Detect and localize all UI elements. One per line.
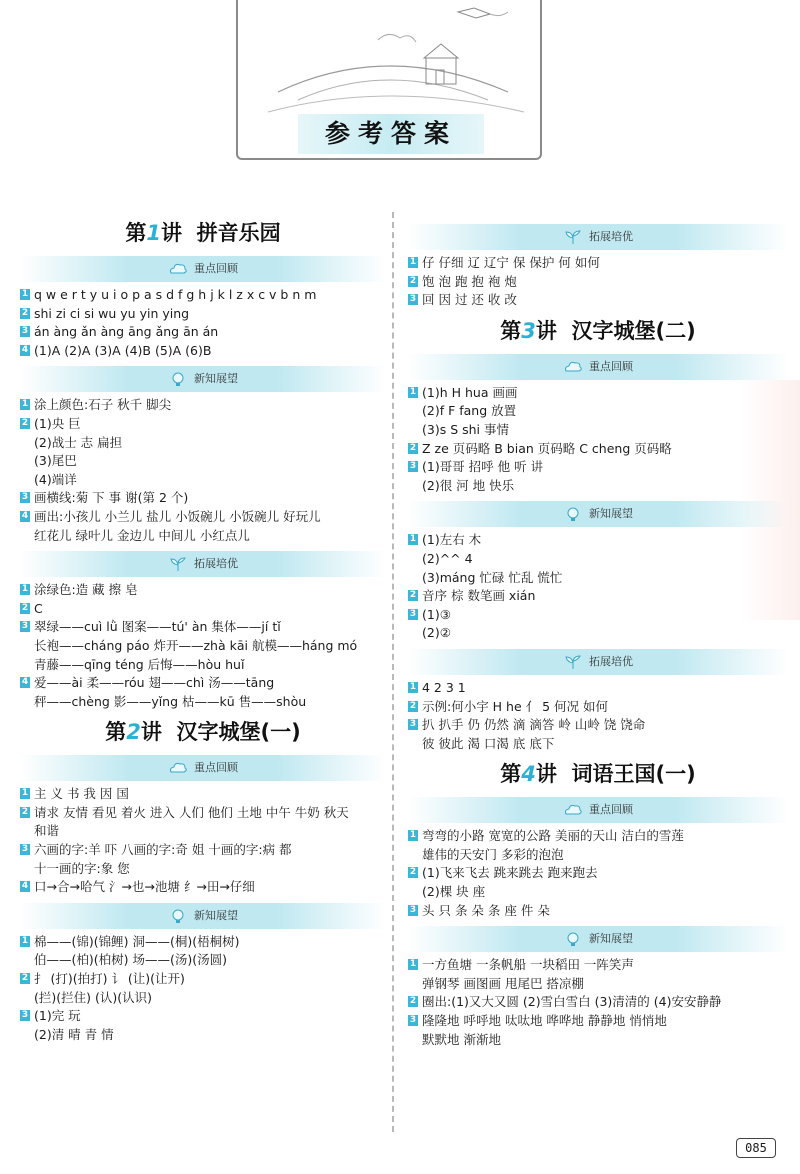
answer-text: q w e r t y u i o p a s d f g h j k l z x c v b n m <box>34 287 317 302</box>
plant-icon <box>563 229 583 245</box>
section-header-extend <box>408 649 788 675</box>
question-number-badge: 4 <box>21 881 29 892</box>
lesson-1-title <box>20 216 386 250</box>
answer-item-continued <box>408 975 788 994</box>
question-number-badge: 2 <box>409 996 417 1007</box>
cloud-icon <box>168 760 188 776</box>
answer-item <box>408 698 788 717</box>
l2-ext-list <box>408 254 788 310</box>
lesson-prefix: 第 <box>125 221 147 245</box>
l1-new-list <box>20 396 386 545</box>
answer-text: 雄伟的天安门 多彩的泡泡 <box>422 846 564 862</box>
right-column <box>408 218 788 1049</box>
answer-text: (2)清 晴 青 情 <box>34 1026 114 1042</box>
answer-item <box>408 606 788 625</box>
lesson-number: 3 <box>521 318 536 343</box>
question-number-badge: 3 <box>21 621 29 632</box>
lesson-3-title <box>408 314 788 348</box>
section-header-new <box>408 926 788 952</box>
answer-text: 饱 泡 跑 抱 袍 炮 <box>422 273 517 289</box>
question-number-badge: 1 <box>21 584 29 595</box>
answer-item <box>20 970 386 989</box>
lesson-4-title <box>408 757 788 791</box>
answer-item-continued <box>20 951 386 970</box>
answer-text: (3)尾巴 <box>34 453 77 469</box>
answer-item-continued <box>408 402 788 421</box>
section-header-new <box>20 903 386 929</box>
answer-text: 秤——chèng 影——yǐng 枯——kū 售——shòu <box>34 693 307 709</box>
answer-text: (1)完 玩 <box>34 1008 81 1024</box>
section-header-review <box>408 797 788 823</box>
answer-text: 翠绿——cuì lǜ 图案——tú' àn 集体——jí tǐ <box>34 619 281 635</box>
l2-new-list <box>20 933 386 1045</box>
answer-text: 长袍——cháng páo 炸开——zhà kāi 航模——háng mó <box>34 637 358 653</box>
answer-item <box>408 716 788 735</box>
answer-text: (1)h H hua 画画 <box>422 384 518 400</box>
question-number-badge: 3 <box>409 608 417 619</box>
answer-item-continued <box>20 471 386 490</box>
question-number-badge: 1 <box>21 935 29 946</box>
answer-item <box>408 440 788 459</box>
answer-item-continued <box>408 846 788 865</box>
answer-item <box>408 1012 788 1031</box>
answer-item-continued <box>408 550 788 569</box>
answer-item <box>408 993 788 1012</box>
answer-item <box>408 273 788 292</box>
answer-text: 和谐 <box>34 823 60 839</box>
answer-text: (1)央 巨 <box>34 415 81 431</box>
answer-item <box>20 415 386 434</box>
question-number-badge: 1 <box>409 830 417 841</box>
l1-review-list <box>20 286 386 360</box>
question-number-badge: 3 <box>409 461 417 472</box>
cloud-icon <box>563 802 583 818</box>
answer-text: (1)飞来飞去 跳来跳去 跑来跑去 <box>422 865 598 881</box>
section-header-new <box>408 501 788 527</box>
lesson-prefix: 第 <box>105 720 127 745</box>
question-number-badge: 1 <box>409 257 417 267</box>
l3-review-list <box>408 384 788 496</box>
answer-item-continued <box>20 656 386 675</box>
column-divider <box>392 212 394 1132</box>
answer-text: 爱——ài 柔——róu 翅——chì 汤——tāng <box>34 675 275 691</box>
cloud-icon <box>563 359 583 375</box>
lesson-suffix: 讲 <box>140 720 162 745</box>
question-number-badge: 2 <box>21 602 29 613</box>
answer-text: (1)A (2)A (3)A (4)B (5)A (6)B <box>34 342 212 358</box>
answer-text: 弯弯的小路 宽宽的公路 美丽的天山 洁白的雪莲 <box>422 828 684 844</box>
answer-item <box>408 864 788 883</box>
answer-text: (1)左右 木 <box>422 532 482 548</box>
answer-item-continued <box>20 989 386 1008</box>
section-label: 重点回顾 <box>589 359 633 373</box>
answer-item <box>408 902 788 921</box>
question-number-badge: 1 <box>409 386 417 397</box>
lesson-suffix: 讲 <box>535 762 557 787</box>
cloud-icon <box>168 261 188 277</box>
answer-text: 涂上颜色:石子 秋千 脚尖 <box>34 397 172 413</box>
lesson-prefix: 第 <box>500 318 522 343</box>
answer-text: 4 2 3 1 <box>422 679 466 695</box>
answer-text: (1)③ <box>422 606 451 622</box>
answer-item-continued <box>20 527 386 546</box>
answer-text: 一方鱼塘 一条帆船 一块稻田 一阵笑声 <box>422 957 634 973</box>
section-label: 新知展望 <box>589 507 633 521</box>
answer-item-continued <box>408 421 788 440</box>
answer-text: 回 因 过 还 收 改 <box>422 292 517 308</box>
answer-text: 红花儿 绿叶儿 金边儿 中间儿 小红点儿 <box>34 527 250 543</box>
answer-text: 示例:何小宇 H he 亻 5 何况 如何 <box>422 698 609 714</box>
answer-item-continued <box>408 883 788 902</box>
answer-item-continued <box>20 452 386 471</box>
answer-text: 隆隆地 呼呼地 呔呔地 哗哗地 静静地 悄悄地 <box>422 1013 667 1029</box>
answer-text: (4)端详 <box>34 471 77 487</box>
plant-icon <box>168 556 188 572</box>
answer-item-continued <box>408 735 788 754</box>
question-number-badge: 2 <box>21 417 29 428</box>
header-illustration-box <box>236 0 542 160</box>
answer-item <box>20 489 386 508</box>
lesson-name: 汉字城堡(二) <box>571 318 696 343</box>
answer-item-continued <box>20 1026 386 1045</box>
answer-item <box>408 956 788 975</box>
answer-text: (1)哥哥 招呼 他 听 讲 <box>422 459 544 475</box>
question-number-badge: 3 <box>21 844 29 855</box>
answer-item <box>20 600 386 619</box>
answer-text: 头 只 条 朵 条 座 件 朵 <box>422 902 550 918</box>
answer-item-continued <box>408 624 788 643</box>
answer-text: 扒 扒手 仍 仍然 滴 滴答 岭 山岭 饶 饶命 <box>422 717 646 733</box>
question-number-badge: 2 <box>409 700 417 711</box>
question-number-badge: 3 <box>409 1015 417 1026</box>
answer-text: (2)f F fang 放置 <box>422 403 517 419</box>
question-number-badge: 4 <box>21 510 29 521</box>
answer-text: 主 义 书 我 因 国 <box>34 786 129 802</box>
answer-item <box>20 581 386 600</box>
section-label: 拓展培优 <box>194 557 238 571</box>
question-number-badge: 1 <box>409 959 417 970</box>
question-number-badge: 4 <box>21 344 29 355</box>
answer-item <box>408 254 788 273</box>
l3-new-list <box>408 531 788 643</box>
section-header-new <box>20 366 386 392</box>
answer-text: (2)② <box>422 625 451 641</box>
answer-item <box>20 804 386 823</box>
section-header-extend <box>20 551 386 577</box>
bulb-icon <box>563 506 583 522</box>
question-number-badge: 4 <box>21 677 29 688</box>
question-number-badge: 2 <box>409 590 417 601</box>
answer-item <box>20 933 386 952</box>
answer-text: shi zi ci si wu yu yin ying <box>34 305 190 321</box>
answer-item-continued <box>20 860 386 879</box>
lesson-number: 1 <box>146 221 161 245</box>
answer-text: 圈出:(1)又大又圆 (2)雪白雪白 (3)清清的 (4)安安静静 <box>422 994 722 1010</box>
section-header-review <box>20 256 386 282</box>
lesson-name: 词语王国(一) <box>571 762 696 787</box>
bulb-icon <box>168 371 188 387</box>
answer-item <box>20 396 386 415</box>
answer-text: 口→合→哈气 氵→也→池塘 纟→田→仔细 <box>34 879 255 895</box>
answer-item-continued <box>408 477 788 496</box>
answer-item <box>408 291 788 310</box>
answer-text: C <box>34 600 43 616</box>
lesson-prefix: 第 <box>500 762 522 787</box>
bulb-icon <box>168 908 188 924</box>
question-number-badge: 2 <box>21 973 29 984</box>
answer-item <box>20 841 386 860</box>
lesson-2-title <box>20 715 386 749</box>
answer-item <box>20 785 386 804</box>
answer-text: 画出:小孩儿 小兰儿 盐儿 小饭碗儿 小饭碗儿 好玩儿 <box>34 508 321 524</box>
question-number-badge: 3 <box>21 1010 29 1021</box>
answer-text: 伯——(柏)(柏树) 场——(汤)(汤圆) <box>34 952 227 968</box>
answer-item <box>20 342 386 361</box>
lesson-suffix: 讲 <box>161 221 182 245</box>
answer-text: 扌 (打)(拍打) 讠 (让)(让开) <box>34 971 185 987</box>
answer-item-continued <box>20 434 386 453</box>
section-header-review <box>408 354 788 380</box>
answer-item <box>408 827 788 846</box>
answer-item-continued <box>20 693 386 712</box>
answer-item <box>408 384 788 403</box>
section-label: 重点回顾 <box>194 262 238 275</box>
answer-item <box>20 305 386 324</box>
section-label: 新知展望 <box>589 932 633 946</box>
lesson-name: 汉字城堡(一) <box>176 720 301 745</box>
answer-text: Z ze 页码略 B bian 页码略 C cheng 页码略 <box>422 440 672 456</box>
page-title: 参考答案 <box>298 114 484 154</box>
section-header-review <box>20 755 386 781</box>
answer-text: 画横线:菊 下 事 谢(第 2 个) <box>34 490 189 506</box>
question-number-badge: 1 <box>21 289 29 299</box>
answer-item <box>20 1007 386 1026</box>
answer-text: (3)s S shi 事情 <box>422 421 509 437</box>
lesson-name: 拼音乐园 <box>196 221 281 245</box>
left-column <box>20 216 386 1044</box>
answer-item <box>20 508 386 527</box>
l4-new-list <box>408 956 788 1049</box>
answer-item <box>408 458 788 477</box>
answer-item-continued <box>20 637 386 656</box>
answer-item <box>20 286 386 305</box>
lesson-number: 4 <box>521 762 536 787</box>
answer-item-continued <box>20 822 386 841</box>
plant-icon <box>563 654 583 670</box>
section-label: 重点回顾 <box>589 803 633 817</box>
section-label: 拓展培优 <box>589 654 633 668</box>
answer-item <box>408 531 788 550</box>
answer-text: 棉——(锦)(锦鲤) 洞——(桐)(梧桐树) <box>34 933 240 949</box>
answer-text: 彼 彼此 渴 口渴 底 底下 <box>422 735 555 751</box>
answer-text: (拦)(拦住) (认)(认识) <box>34 989 152 1005</box>
answer-item <box>20 674 386 693</box>
answer-item <box>408 587 788 606</box>
question-number-badge: 3 <box>409 904 417 915</box>
answer-item <box>408 679 788 698</box>
question-number-badge: 1 <box>21 399 29 410</box>
answer-text: 青藤——qīng téng 后悔——hòu huǐ <box>34 656 245 672</box>
section-label: 新知展望 <box>194 372 238 386</box>
answer-text: (2)棵 块 座 <box>422 884 486 900</box>
answer-text: 十一画的字:象 您 <box>34 860 130 876</box>
lesson-number: 2 <box>126 720 141 745</box>
question-number-badge: 3 <box>21 492 29 503</box>
question-number-badge: 1 <box>21 788 29 799</box>
question-number-badge: 1 <box>409 534 417 545</box>
answer-text: 涂绿色:造 藏 擦 皂 <box>34 582 138 598</box>
answer-text: án àng ǎn àng āng ǎng ān án <box>34 324 219 340</box>
answer-item <box>20 878 386 897</box>
answer-text: 仔 仔细 辽 辽宁 保 保护 何 如何 <box>422 255 600 270</box>
page-number: 085 <box>736 1138 776 1158</box>
lesson-suffix: 讲 <box>535 318 557 343</box>
l4-review-list <box>408 827 788 920</box>
section-label: 新知展望 <box>194 908 238 922</box>
answer-text: 请求 友情 看见 着火 进入 人们 他们 土地 中午 牛奶 秋天 <box>34 804 349 820</box>
question-number-badge: 3 <box>21 326 29 337</box>
answer-text: (2)^^ 4 <box>422 550 473 566</box>
question-number-badge: 1 <box>409 681 417 692</box>
answer-text: 六画的字:羊 吓 八画的字:奇 姐 十画的字:病 都 <box>34 842 292 858</box>
answer-text: 默默地 渐渐地 <box>422 1031 501 1047</box>
question-number-badge: 3 <box>409 294 417 305</box>
question-number-badge: 2 <box>409 275 417 286</box>
l1-ext-list <box>20 581 386 711</box>
section-header-extend <box>408 224 788 250</box>
answer-item-continued <box>408 569 788 588</box>
question-number-badge: 3 <box>409 719 417 730</box>
answer-text: (2)战士 志 扁担 <box>34 434 123 450</box>
l2-review-list <box>20 785 386 897</box>
question-number-badge: 2 <box>21 307 29 318</box>
answer-item-continued <box>408 1031 788 1050</box>
answer-item <box>20 618 386 637</box>
question-number-badge: 2 <box>409 867 417 878</box>
answer-item <box>20 323 386 342</box>
answer-text: 音序 棕 数笔画 xián <box>422 588 536 604</box>
section-label: 拓展培优 <box>589 230 633 243</box>
l3-ext-list <box>408 679 788 753</box>
answer-text: 弹钢琴 画图画 甩尾巴 搭凉棚 <box>422 975 584 991</box>
section-label: 重点回顾 <box>194 761 238 775</box>
question-number-badge: 2 <box>21 806 29 817</box>
question-number-badge: 2 <box>409 442 417 453</box>
answer-text: (2)很 河 地 快乐 <box>422 477 515 493</box>
bulb-icon <box>563 931 583 947</box>
answer-text: (3)máng 忙碌 忙乱 慌忙 <box>422 569 563 585</box>
